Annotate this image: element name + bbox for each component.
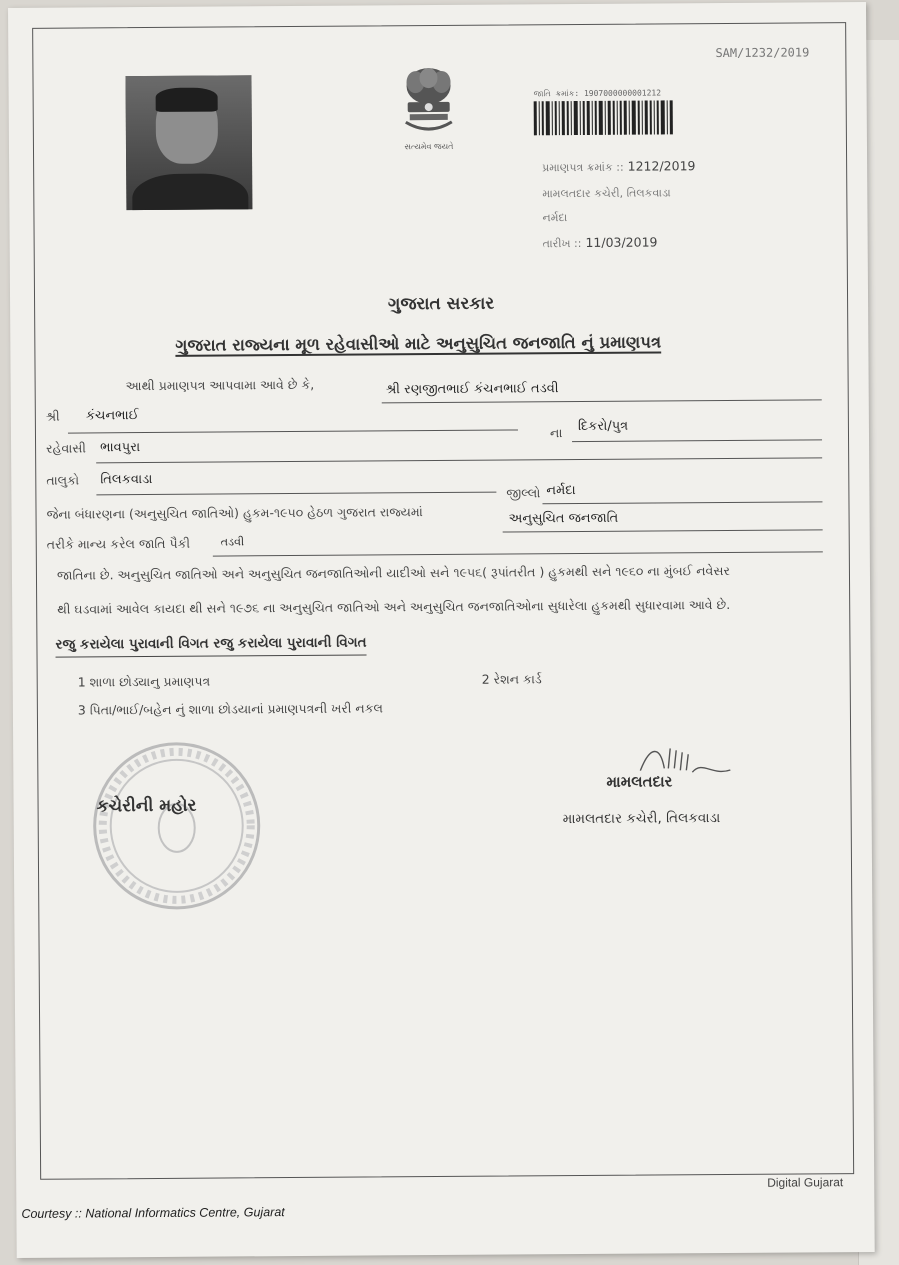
office-line: મામલતદાર કચેરી, તિલકવાડા <box>542 186 671 201</box>
barcode <box>534 100 675 135</box>
proof-item-2: 2 રેશન કાર્ડ <box>481 671 542 687</box>
lion-emblem-icon <box>397 66 460 140</box>
category-value: અનુસુચિત જનજાતિ <box>508 510 619 527</box>
certificate-number: 1212/2019 <box>627 158 696 174</box>
footer-courtesy: Courtesy :: National Informatics Centre, Gujarat <box>21 1205 285 1221</box>
proof-item-3: 3 પિતા/ભાઈ/બહેન નું શાળા છોડયાનાં પ્રમાણપત્રની ખરી નકલ <box>77 700 384 718</box>
office-seal-icon <box>88 737 265 914</box>
district-label: જીલ્લો <box>506 485 541 501</box>
caste-label: તરીકે માન્ય કરેલ જાતિ પૈકી <box>46 535 191 552</box>
proof-heading: રજુ કરાયેલા પુરાવાની વિગત રજુ કરાયેલા પુરાવાની વિગત <box>55 635 366 658</box>
footer-digital-gujarat: Digital Gujarat <box>767 1175 844 1190</box>
taluka-label: તાલુકો <box>46 472 80 488</box>
legal-paragraph-line-1: જાતિના છે. અનુસુચિત જાતિઓ અને અનુસુચિત જનજાતિઓની યાદીઓ સને ૧૯૫૬( રૂપાંતરીત ) હુકમથી સને ૧૯૬૦ ના મુંબઈ નવેસર <box>56 562 730 583</box>
certificate-frame <box>21 22 854 1221</box>
corner-reference: SAM/1232/2019 <box>715 45 810 61</box>
relation-value: દિકરો/પુત્ર <box>577 418 629 435</box>
government-title: ગુજરાત સરકાર <box>387 293 495 315</box>
certificate-title: ગુજરાત રાજ્યના મૂળ રહેવાસીઓ માટે અનુસુચિત જનજાતિ નું પ્રમાણપત્ર <box>175 332 662 355</box>
proof-item-1: 1 શાળા છોડ્યાનુ પ્રમાણપત્ર <box>77 673 211 690</box>
emblem-motto: સત્યમેવ જયતે <box>404 141 454 152</box>
national-emblem <box>393 66 464 152</box>
intro-text: આથી પ્રમાણપત્ર આપવામા આવે છે કે, <box>125 376 315 394</box>
certificate-paper <box>8 2 875 1258</box>
legal-paragraph-line-2: થી ઘડવામાં આવેલ કાયદા થી સને ૧૯૭૬ ના અનુસુચિત જાતિઓ અને અનુસુચિત જનજાતિઓના સુધારેલા હુકમથી સુધારવામા આવે છે. <box>57 596 731 617</box>
applicant-photo <box>125 75 252 210</box>
date-line: તારીખ :: 11/03/2019 <box>542 234 658 251</box>
applicant-name: શ્રી રણજીતભાઈ કંચનભાઈ તડવી <box>385 381 559 398</box>
signatory-title: મામલતદાર <box>606 772 673 791</box>
caste-value: તડવી <box>220 535 245 549</box>
district-line: નર્મદા <box>542 211 568 225</box>
barcode-block <box>534 88 675 135</box>
taluka-value: તિલકવાડા <box>100 472 153 488</box>
barcode-number: જાતિ ક્રમાંક: 1907000000001212 <box>533 88 662 99</box>
village-value: ભાવપુરા <box>100 440 141 456</box>
father-prefix: શ્રી <box>45 408 60 424</box>
district-value: નર્મદા <box>546 483 576 499</box>
signatory-office: મામલતદાર કચેરી, તિલકવાડા <box>562 810 721 828</box>
certificate-date: 11/03/2019 <box>585 234 658 250</box>
certificate-number-line: પ્રમાણપત્ર ક્રમાંક :: 1212/2019 <box>542 158 696 175</box>
order-text: જેના બંધારણના (અનુસુચિત જાતિઓ) હુકમ-૧૯૫૦ હેઠળ ગુજરાત રાજ્યમાં <box>46 504 423 522</box>
relation-label: ના <box>549 425 563 441</box>
village-label: રહેવાસી <box>46 440 87 456</box>
seal-label: કચેરીની મહોર <box>96 795 197 817</box>
father-name: કંચનભાઈ <box>85 408 139 424</box>
